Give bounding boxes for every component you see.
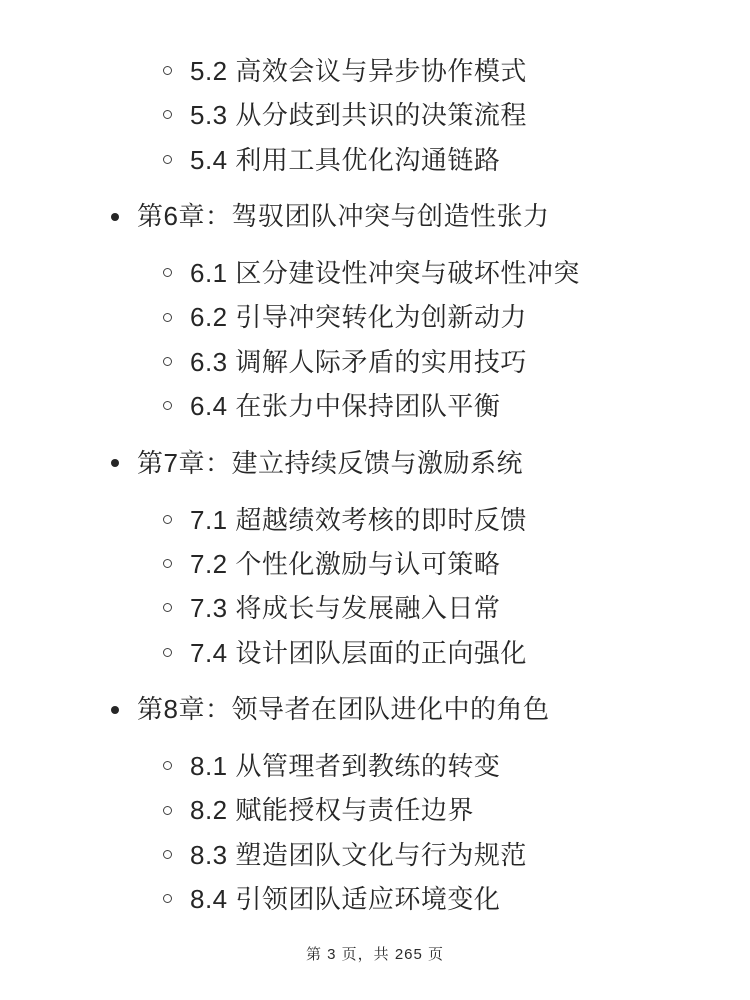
toc-item-label: 7.4 设计团队层面的正向强化 bbox=[190, 637, 527, 668]
bullet-circle-icon bbox=[163, 357, 172, 366]
toc-item-row bbox=[0, 49, 750, 93]
bullet-circle-icon bbox=[163, 648, 172, 657]
toc-item-label: 6.3 调解人际矛盾的实用技巧 bbox=[190, 346, 527, 377]
toc-item-label: 8.4 引领团队适应环境变化 bbox=[190, 884, 501, 915]
toc-item-label: 8.3 塑造团队文化与行为规范 bbox=[190, 839, 527, 870]
bullet-circle-icon bbox=[163, 806, 172, 815]
toc-chapter-row bbox=[0, 687, 750, 731]
toc-item-label: 5.2 高效会议与异步协作模式 bbox=[190, 56, 527, 86]
toc-item-label: 7.2 个性化激励与认可策略 bbox=[190, 548, 501, 579]
chapter-title: 第7章：建立持续反馈与激励系统 bbox=[137, 447, 523, 478]
toc-item-label: 6.2 引导冲突转化为创新动力 bbox=[190, 302, 527, 333]
toc-item-row bbox=[0, 788, 750, 832]
toc-item-label: 7.1 超越绩效考核的即时反馈 bbox=[190, 504, 527, 535]
toc-chapter-row bbox=[0, 441, 750, 485]
bullet-circle-icon bbox=[163, 313, 172, 322]
toc-item-row bbox=[0, 384, 750, 428]
chapter-title: 第8章：领导者在团队进化中的角色 bbox=[137, 694, 550, 725]
toc-item-label: 6.1 区分建设性冲突与破坏性冲突 bbox=[190, 258, 580, 289]
chapter-title: 第6章：驾驭团队冲突与创造性张力 bbox=[137, 201, 550, 232]
toc-item-label: 5.3 从分歧到共识的决策流程 bbox=[190, 100, 527, 131]
toc-item-label: 8.1 从管理者到教练的转变 bbox=[190, 751, 501, 782]
bullet-disc-icon bbox=[111, 213, 119, 221]
page-number: 第 3 页，共 265 页 bbox=[305, 946, 445, 963]
toc-item-row bbox=[0, 542, 750, 586]
bullet-disc-icon bbox=[111, 706, 119, 714]
toc-item-label: 6.4 在张力中保持团队平衡 bbox=[190, 391, 501, 422]
bullet-circle-icon bbox=[163, 515, 172, 524]
toc-item-row bbox=[0, 744, 750, 788]
bullet-circle-icon bbox=[163, 155, 172, 164]
toc-item-label: 7.3 将成长与发展融入日常 bbox=[190, 593, 501, 624]
toc-item-label: 5.4 利用工具优化沟通链路 bbox=[190, 144, 501, 175]
toc-item-row bbox=[0, 498, 750, 542]
toc-item-row bbox=[0, 833, 750, 877]
toc-item-row bbox=[0, 295, 750, 339]
toc-item-label: 8.2 赋能授权与责任边界 bbox=[190, 795, 474, 826]
toc-item-row bbox=[0, 877, 750, 921]
toc-chapter-row bbox=[0, 194, 750, 238]
toc-item-row bbox=[0, 93, 750, 137]
toc-item-row bbox=[0, 251, 750, 295]
bullet-circle-icon bbox=[163, 850, 172, 859]
toc-item-row bbox=[0, 340, 750, 384]
toc-item-row bbox=[0, 586, 750, 630]
bullet-disc-icon bbox=[111, 459, 119, 467]
toc-item-row bbox=[0, 138, 750, 182]
page-footer bbox=[0, 945, 750, 965]
toc-item-row bbox=[0, 631, 750, 675]
